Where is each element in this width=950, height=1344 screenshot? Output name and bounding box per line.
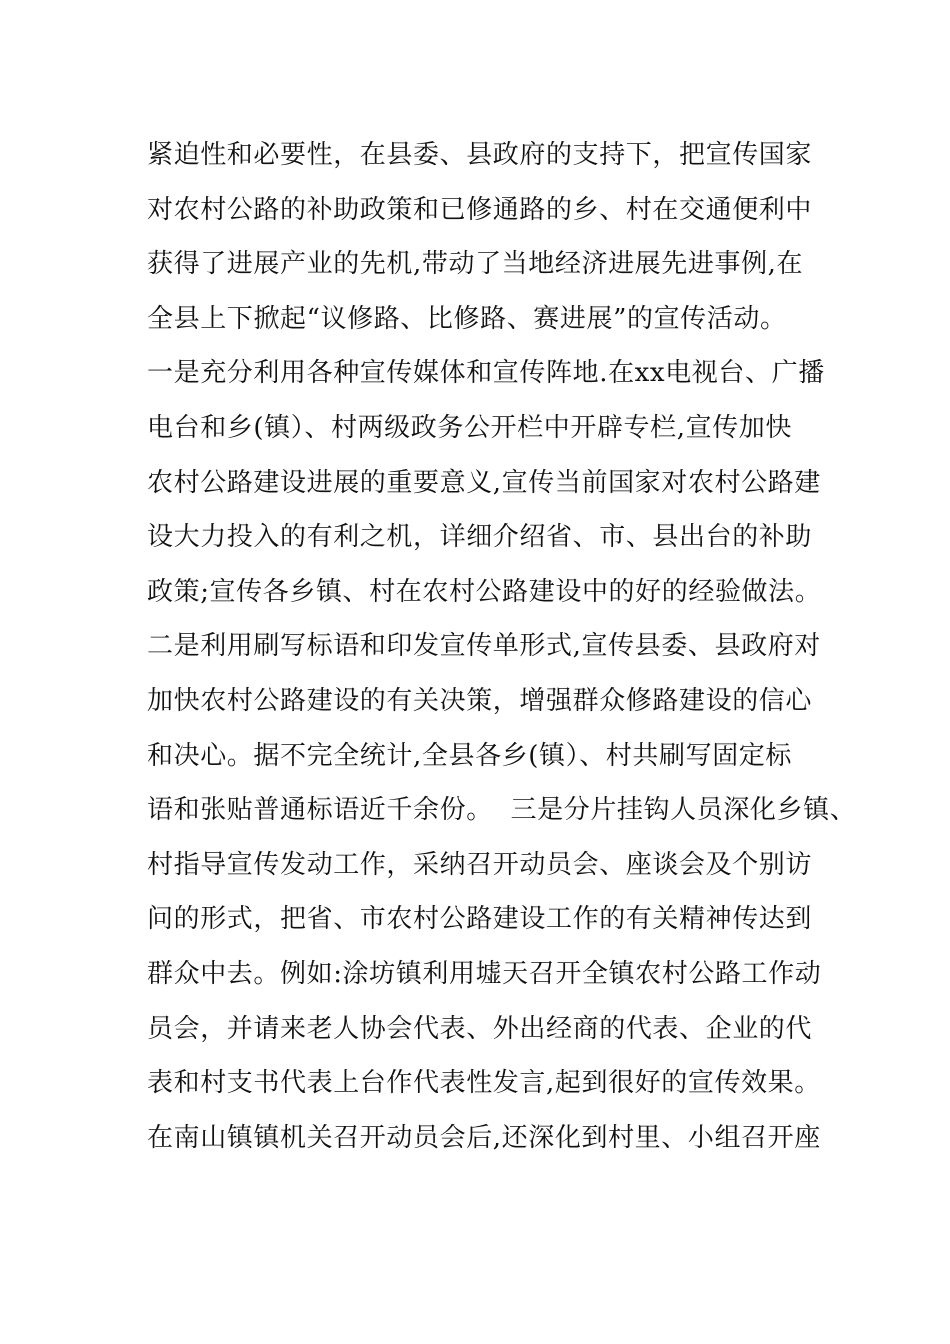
text-line-19: 在南山镇镇机关召开动员会后,还深化到村里、小组召开座 (147, 1122, 821, 1153)
text-line-16: 群众中去。例如:涂坊镇利用墟天召开全镇农村公路工作动 (147, 958, 822, 989)
text-line-3: 获得了进展产业的先机,带动了当地经济进展先进事例,在 (147, 249, 804, 280)
text-line-11: 加快农村公路建设的有关决策，增强群众修路建设的信心 (147, 685, 813, 716)
text-line-18: 表和村支书代表上台作代表性发言,起到很好的宣传效果。 (147, 1068, 821, 1099)
text-line-1: 紧迫性和必要性，在县委、县政府的支持下，把宣传国家 (147, 140, 813, 170)
text-line-7: 农村公路建设进展的重要意义,宣传当前国家对农村公路建 (147, 467, 821, 498)
text-line-5: 一是充分利用各种宣传媒体和宣传阵地.在xx电视台、广播 (147, 358, 825, 389)
text-line-14: 村指导宣传发动工作，采纳召开动员会、座谈会及个别访 (147, 849, 813, 880)
text-line-12: 和决心。据不完全统计,全县各乡(镇）、村共刷写固定标 (147, 740, 793, 771)
body-text (147, 128, 857, 1165)
text-line-6: 电台和乡(镇）、村两级政务公开栏中开辟专栏,宣传加快 (147, 412, 793, 443)
text-line-10: 二是利用刷写标语和印发宣传单形式,宣传县委、县政府对 (147, 631, 821, 662)
text-line-17: 员会，并请来老人协会代表、外出经商的代表、企业的代 (147, 1013, 813, 1044)
text-line-8: 设大力投入的有利之机，详细介绍省、市、县出台的补助 (147, 522, 813, 553)
text-line-13: 语和张贴普通标语近千余份。 三是分片挂钩人员深化乡镇、 (147, 795, 857, 826)
text-line-2: 对农村公路的补助政策和已修通路的乡、村在交通便利中 (147, 194, 813, 225)
text-line-9: 政策;宣传各乡镇、村在农村公路建设中的好的经验做法。 (147, 576, 822, 607)
text-line-4: 全县上下掀起“议修路、比修路、赛进展”的宣传活动。 (147, 303, 787, 334)
text-line-15: 问的形式，把省、市农村公路建设工作的有关精神传达到 (147, 904, 813, 935)
